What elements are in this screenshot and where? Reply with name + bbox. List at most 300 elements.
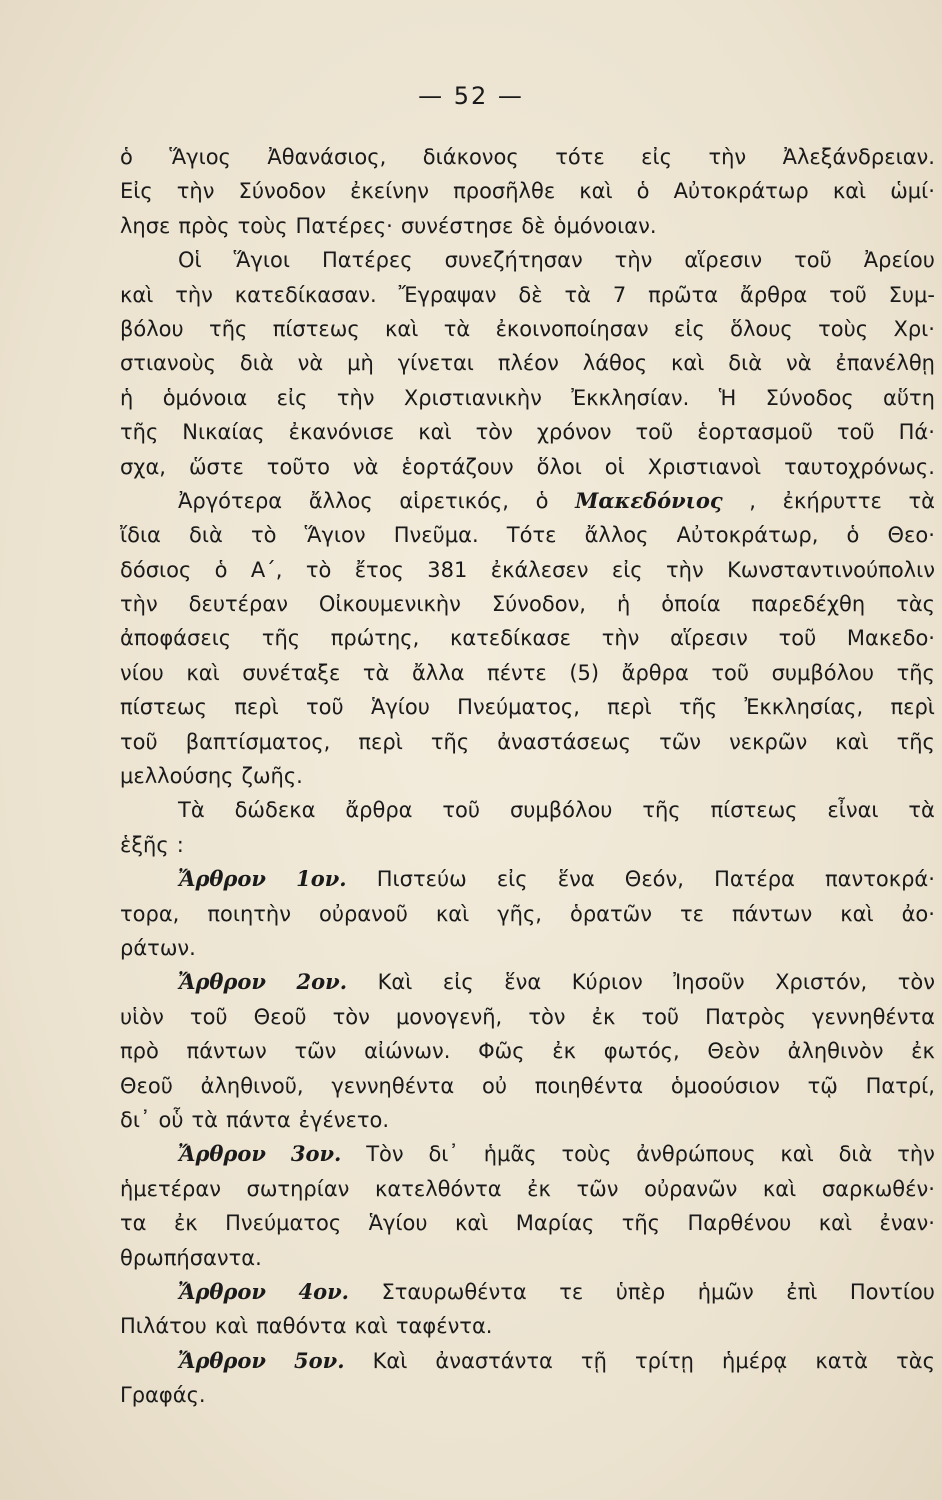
body-text <box>120 140 935 1412</box>
word: τε <box>680 901 704 926</box>
word: τῆς <box>120 420 159 445</box>
word: τῆς <box>209 316 248 341</box>
word: καὶ <box>435 901 470 926</box>
word: περὶ <box>890 695 935 720</box>
word: Ἐκκλησίαν. <box>571 385 690 410</box>
word: οὐ <box>482 1073 508 1098</box>
emphasis-word: 2ον. <box>296 969 348 995</box>
word: ἐκ <box>173 1211 198 1236</box>
word: τὰ <box>362 660 390 685</box>
word: κατὰ <box>815 1348 869 1373</box>
word: Ἀργότερα <box>178 488 283 513</box>
word: καὶ <box>354 1314 388 1339</box>
word: καὶ <box>780 1142 814 1167</box>
word: ἄλλος <box>308 488 373 513</box>
word: τοῦ <box>306 695 344 720</box>
text-line <box>120 1309 935 1343</box>
word: τοῦ <box>778 626 817 651</box>
word: πρὸ <box>120 1039 159 1064</box>
text-line <box>120 312 935 346</box>
word: Σύνοδον <box>238 179 326 204</box>
word: καὶ <box>120 282 154 307</box>
word: Παρθένου <box>687 1211 792 1236</box>
word: σωτηρίαν <box>246 1176 350 1201</box>
text-line <box>120 587 935 621</box>
word: τὴν <box>708 145 747 169</box>
word: καὶ <box>385 316 419 341</box>
word: τῆς <box>896 729 935 754</box>
word: συνέταξε <box>242 660 341 685</box>
word: ἡ <box>120 385 134 410</box>
word: πάντων <box>732 901 813 926</box>
word: ἄλλος <box>584 523 649 548</box>
word: διὰ <box>838 1142 873 1167</box>
word: τοὺς <box>237 213 288 238</box>
word: ἐγένετο. <box>298 1107 390 1132</box>
emphasis-word: Ἄρθρον <box>178 1141 266 1167</box>
word: εἰς <box>496 867 528 892</box>
word: Α΄, <box>250 557 283 582</box>
word: τοῦ <box>829 282 867 307</box>
word: παθόντα <box>256 1314 347 1339</box>
word: Χριστιανικὴν <box>403 385 542 410</box>
word: Πατέρες· <box>295 213 393 238</box>
word: αἵρεσιν <box>670 626 748 651</box>
word: δὲ <box>518 282 543 307</box>
word: Ἅγιος <box>169 145 231 169</box>
word: ποιηθέντα <box>534 1073 644 1098</box>
word: ἐκοινοποίησαν <box>495 316 649 341</box>
word: τὸν <box>897 970 935 995</box>
word: ὁμόνοιαν. <box>553 213 657 238</box>
text-line <box>120 484 935 518</box>
word: τὸν <box>528 1004 566 1029</box>
text-line <box>120 828 935 862</box>
word: ὁ <box>846 523 860 548</box>
emphasis-word: 1ον. <box>296 866 347 892</box>
word: νὰ <box>785 351 812 376</box>
word: Μαρίας <box>515 1211 595 1236</box>
emphasis-word: Ἄρθρον <box>178 866 266 892</box>
word: οὐρανῶν <box>644 1176 738 1201</box>
word: τῶν <box>294 1039 337 1064</box>
word: ταφέντα. <box>395 1314 493 1339</box>
word: τὸ <box>305 557 332 582</box>
text-line <box>120 1000 935 1034</box>
word: τε <box>559 1279 584 1304</box>
word: ἐκάλεσεν <box>490 557 589 582</box>
word: τα <box>120 1211 147 1236</box>
word: ἄρθρα <box>740 282 808 307</box>
word: θρωπήσαντα. <box>120 1245 262 1270</box>
text-line <box>120 1069 935 1103</box>
word: Ἀθανάσιος, <box>267 145 387 169</box>
text-line <box>120 1137 935 1171</box>
word: ἐκανόνισε <box>288 420 395 445</box>
word: Ἅγιον <box>304 523 366 548</box>
word: Ἔγραψαν <box>398 282 497 307</box>
word: Ἁγίου <box>370 695 430 720</box>
word: καὶ <box>835 729 869 754</box>
word: ἕνα <box>557 867 595 892</box>
word: ἐκείνην <box>350 179 430 204</box>
text-line <box>120 174 935 208</box>
word: Γραφάς. <box>120 1383 206 1408</box>
word: συνεζήτησαν <box>444 248 583 273</box>
text-line <box>120 553 935 587</box>
word: πίστεως <box>120 695 207 720</box>
word: μονογενῆ, <box>395 1004 503 1029</box>
word: Θεοῦ <box>253 1004 307 1029</box>
word: τὴν <box>175 282 213 307</box>
emphasis-word: Μακεδόνιος <box>575 487 723 513</box>
word: Ἀλεξάνδρειαν. <box>782 145 935 169</box>
emphasis-word: 3ον. <box>290 1141 342 1167</box>
word: ἡμῶν <box>697 1279 754 1304</box>
word: Ἐκκλησίας, <box>744 695 864 720</box>
word: ἔτος <box>354 557 404 582</box>
emphasis-word: Ἄρθρον <box>178 969 266 995</box>
word: τὴν <box>176 179 215 204</box>
text-line <box>120 931 935 965</box>
word: τοῦ <box>442 798 481 823</box>
word: δι᾽ <box>428 1142 459 1167</box>
word: υἱὸν <box>120 1004 164 1029</box>
text-line <box>120 1172 935 1206</box>
word: ἴδια <box>120 523 161 548</box>
word: Οἰκουμενικὴν <box>318 592 461 617</box>
word: ἀναστάσεως <box>497 729 632 754</box>
word: Νικαίας <box>182 420 265 445</box>
word: Σύνοδον, <box>491 592 586 617</box>
word: οὗ <box>158 1107 184 1132</box>
word: τοῦ <box>189 1004 228 1029</box>
word: τοῦ <box>836 420 875 445</box>
word: βαπτίσματος, <box>185 729 331 754</box>
word: Καὶ <box>377 970 413 995</box>
word: Τὰ <box>178 798 205 823</box>
emphasis-word: Ἄρθρον <box>178 1278 266 1304</box>
word: τότε <box>555 145 605 169</box>
word: τῆς <box>678 695 718 720</box>
word: ἐκ <box>552 1039 577 1064</box>
word: εἶναι <box>827 798 879 823</box>
word: πρῶτα <box>648 282 719 307</box>
word: διὰ <box>728 351 763 376</box>
text-line <box>120 965 935 999</box>
word: τὸν <box>332 1004 370 1029</box>
word: σαρκωθέν· <box>821 1176 935 1201</box>
word: τοῦ <box>711 660 750 685</box>
word: Συμ- <box>888 282 935 307</box>
word: Τότε <box>506 523 557 548</box>
word: Θεοῦ <box>120 1073 173 1098</box>
word: Ἁγίου <box>368 1211 428 1236</box>
text-line <box>120 1241 935 1275</box>
word: ὥστε <box>188 454 244 479</box>
word: τοὺς <box>561 1142 612 1167</box>
text-line <box>120 243 935 277</box>
word: τὰς <box>896 592 935 617</box>
word: ἐκ <box>911 1039 935 1064</box>
word: πέντε <box>487 660 547 685</box>
text-line <box>120 690 935 724</box>
word: πάντα <box>225 1107 291 1132</box>
word: λησε <box>120 213 171 238</box>
word: Ἡ <box>718 385 737 410</box>
word: περὶ <box>358 729 403 754</box>
word: Πιλάτου <box>120 1314 207 1339</box>
word: νίου <box>120 660 164 685</box>
word: ἕνα <box>504 970 542 995</box>
text-line <box>120 1344 935 1378</box>
word: αἰώνων. <box>364 1039 451 1064</box>
word: δι᾽ <box>120 1107 151 1132</box>
word: συμβόλου <box>771 660 875 685</box>
word: Χριστόν, <box>775 970 868 995</box>
word: τῆς <box>642 798 681 823</box>
word: ράτων. <box>120 935 196 960</box>
word: Ποντίου <box>849 1279 935 1304</box>
word: ἀναστάντα <box>435 1348 553 1373</box>
word: τορα, <box>120 901 180 926</box>
word: τῶν <box>576 1176 619 1201</box>
word: δόσιος <box>120 557 192 582</box>
word: φωτός, <box>603 1039 680 1064</box>
word: προσῆλθε <box>453 179 556 204</box>
word: Οἱ <box>178 248 202 273</box>
text-line <box>120 897 935 931</box>
text-line <box>120 140 935 174</box>
word: ὁ <box>636 179 650 204</box>
word: Πνεύματος <box>225 1211 342 1236</box>
word: γεννηθέντα <box>331 1073 455 1098</box>
word: Τὸν <box>366 1142 404 1167</box>
word: τῷ <box>807 1073 838 1098</box>
word: Ἅγιοι <box>233 248 290 273</box>
word: Χρι· <box>893 316 935 341</box>
word: Σύνοδος <box>765 385 854 410</box>
word: τῆς <box>261 626 301 651</box>
word: μὴ <box>347 351 374 376</box>
emphasis-word: 5ον. <box>294 1347 345 1373</box>
word: διάκονος <box>422 145 519 169</box>
word: σχα, <box>120 454 166 479</box>
word: ἐκήρυττε <box>782 488 882 513</box>
word: καὶ <box>418 420 452 445</box>
word: καὶ <box>762 1176 797 1201</box>
word: πάντων <box>186 1039 267 1064</box>
word: Εἰς <box>120 179 153 204</box>
word: κατεδίκασαν. <box>234 282 377 307</box>
text-line <box>120 1378 935 1412</box>
word: ἡ <box>616 592 631 617</box>
word: ἀληθινὸν <box>787 1039 884 1064</box>
word: τὰ <box>443 316 471 341</box>
word: τὴν <box>120 592 158 617</box>
word: ἡμᾶς <box>483 1142 537 1167</box>
word: Θεο· <box>887 523 935 548</box>
word: ὡμί· <box>890 179 935 204</box>
word: ἀο· <box>901 901 935 926</box>
text-line <box>120 1034 935 1068</box>
word: καὶ <box>214 1314 249 1339</box>
word: Αὐτοκράτωρ <box>673 179 809 204</box>
emphasis-word: Ἄρθρον <box>178 1347 266 1373</box>
text-line <box>120 1275 935 1309</box>
word: τὴν <box>336 385 375 410</box>
word: Πνεῦμα. <box>393 523 479 548</box>
word: ἄλλα <box>411 660 465 685</box>
word: αἱρετικός, <box>399 488 509 513</box>
word: πίστεως <box>710 798 798 823</box>
word: νεκρῶν <box>729 729 808 754</box>
word: τὴν <box>666 557 704 582</box>
word: τὰ <box>564 282 591 307</box>
text-line <box>120 278 935 312</box>
word: ἐκ <box>591 1004 616 1029</box>
text-line <box>120 209 935 243</box>
word: συνέστησε <box>400 213 514 238</box>
text-line <box>120 759 935 793</box>
text-line <box>120 346 935 380</box>
word: ἄρθρα <box>621 660 689 685</box>
word: συμβόλου <box>509 798 613 823</box>
word: γεννηθέντα <box>812 1004 935 1029</box>
word: τὰ <box>191 1107 218 1132</box>
text-line <box>120 450 935 484</box>
word: ποιητὴν <box>207 901 291 926</box>
word: 381 <box>427 557 468 582</box>
word: ὁμόνοια <box>162 385 248 410</box>
word: Φῶς <box>478 1039 525 1064</box>
word: διὰ <box>189 523 223 548</box>
emphasis-word: 4ον. <box>298 1278 349 1304</box>
word: δευτέραν <box>188 592 288 617</box>
word: ταυτοχρόνως. <box>784 454 935 479</box>
word: νὰ <box>297 351 324 376</box>
word: ὁποία <box>661 592 721 617</box>
word: αὕτη <box>883 385 935 410</box>
word: οὐρανοῦ <box>318 901 408 926</box>
word: παρεδέχθη <box>751 592 866 617</box>
word: τοῦ <box>794 248 832 273</box>
word: πρὸς <box>178 213 230 238</box>
word: τὴν <box>897 1142 935 1167</box>
word: ἑξῆς <box>120 832 169 857</box>
word: Σταυρωθέντα <box>381 1279 527 1304</box>
word: 7 <box>612 282 627 307</box>
word: τὰ <box>908 798 935 823</box>
word: ὁμοούσιον <box>670 1073 780 1098</box>
word: ἐπανέλθῃ <box>835 351 935 376</box>
word: τοῦτο <box>266 454 330 479</box>
word: ὅλους <box>730 316 793 341</box>
text-line <box>120 793 935 827</box>
word: λάθος <box>582 351 648 376</box>
word: εἰς <box>276 385 308 410</box>
word: δώδεκα <box>234 798 316 823</box>
word: εἰς <box>673 316 705 341</box>
word: ἑορτάζουν <box>401 454 514 479</box>
word: τῇ <box>580 1348 607 1373</box>
word: τὸ <box>250 523 277 548</box>
word: πρώτης, <box>330 626 420 651</box>
text-line <box>120 862 935 896</box>
word: ὑπὲρ <box>615 1279 666 1304</box>
word: στιανοὺς <box>120 351 216 376</box>
word: τοὺς <box>818 316 869 341</box>
word: : <box>176 832 184 857</box>
word: καὶ <box>840 901 874 926</box>
word: γίνεται <box>397 351 474 376</box>
word: ὁ <box>214 557 228 582</box>
word: Πά· <box>898 420 935 445</box>
page-number: — 52 — <box>418 82 524 110</box>
word: ὁ <box>535 488 549 513</box>
word: κατελθόντα <box>375 1176 502 1201</box>
word: διὰ <box>239 351 274 376</box>
word: Πατρὸς <box>705 1004 786 1029</box>
text-line <box>120 381 935 415</box>
word: ἐναν· <box>879 1211 935 1236</box>
text-line <box>120 621 935 655</box>
word: τῆς <box>430 729 470 754</box>
text-line <box>120 656 935 690</box>
text-line <box>120 725 935 759</box>
word: τοῦ <box>635 420 674 445</box>
word: τὸν <box>475 420 513 445</box>
word: ἐκ <box>527 1176 551 1201</box>
word: πίστεως <box>272 316 360 341</box>
word: ἐπὶ <box>786 1279 818 1304</box>
word: (5) <box>569 660 600 685</box>
word: καὶ <box>832 179 867 204</box>
word: καὶ <box>186 660 220 685</box>
word: εἰς <box>641 145 672 169</box>
word: τοῦ <box>120 729 158 754</box>
word: δὲ <box>521 213 546 238</box>
text-line <box>120 415 935 449</box>
word: τρίτῃ <box>634 1348 694 1373</box>
word: Πιστεύω <box>376 867 467 892</box>
word: παντοκρά· <box>825 867 935 892</box>
word: ὁ <box>120 145 133 169</box>
word: καὶ <box>579 179 613 204</box>
word: τῶν <box>659 729 702 754</box>
word: γῆς, <box>497 901 542 926</box>
word: τὴν <box>614 248 653 273</box>
word: ζωῆς. <box>241 764 303 789</box>
word: ἡμέρᾳ <box>722 1348 788 1373</box>
word: καὶ <box>454 1211 489 1236</box>
word: Χριστιανοὶ <box>647 454 762 479</box>
word: , <box>749 488 756 513</box>
word: τῆς <box>621 1211 660 1236</box>
word: ἡμετέραν <box>120 1176 221 1201</box>
word: Θεόν, <box>624 867 684 892</box>
word: τὴν <box>601 626 640 651</box>
word: τοῦ <box>641 1004 680 1029</box>
word: ἀποφάσεις <box>120 626 232 651</box>
word: οἱ <box>604 454 625 479</box>
word: ἀληθινοῦ, <box>200 1073 304 1098</box>
word: Θεὸν <box>707 1039 760 1064</box>
word: ὅλοι <box>536 454 582 479</box>
word: νὰ <box>352 454 379 479</box>
word: Κωνσταντινούπολιν <box>727 557 935 582</box>
word: ἀνθρώπους <box>636 1142 756 1167</box>
